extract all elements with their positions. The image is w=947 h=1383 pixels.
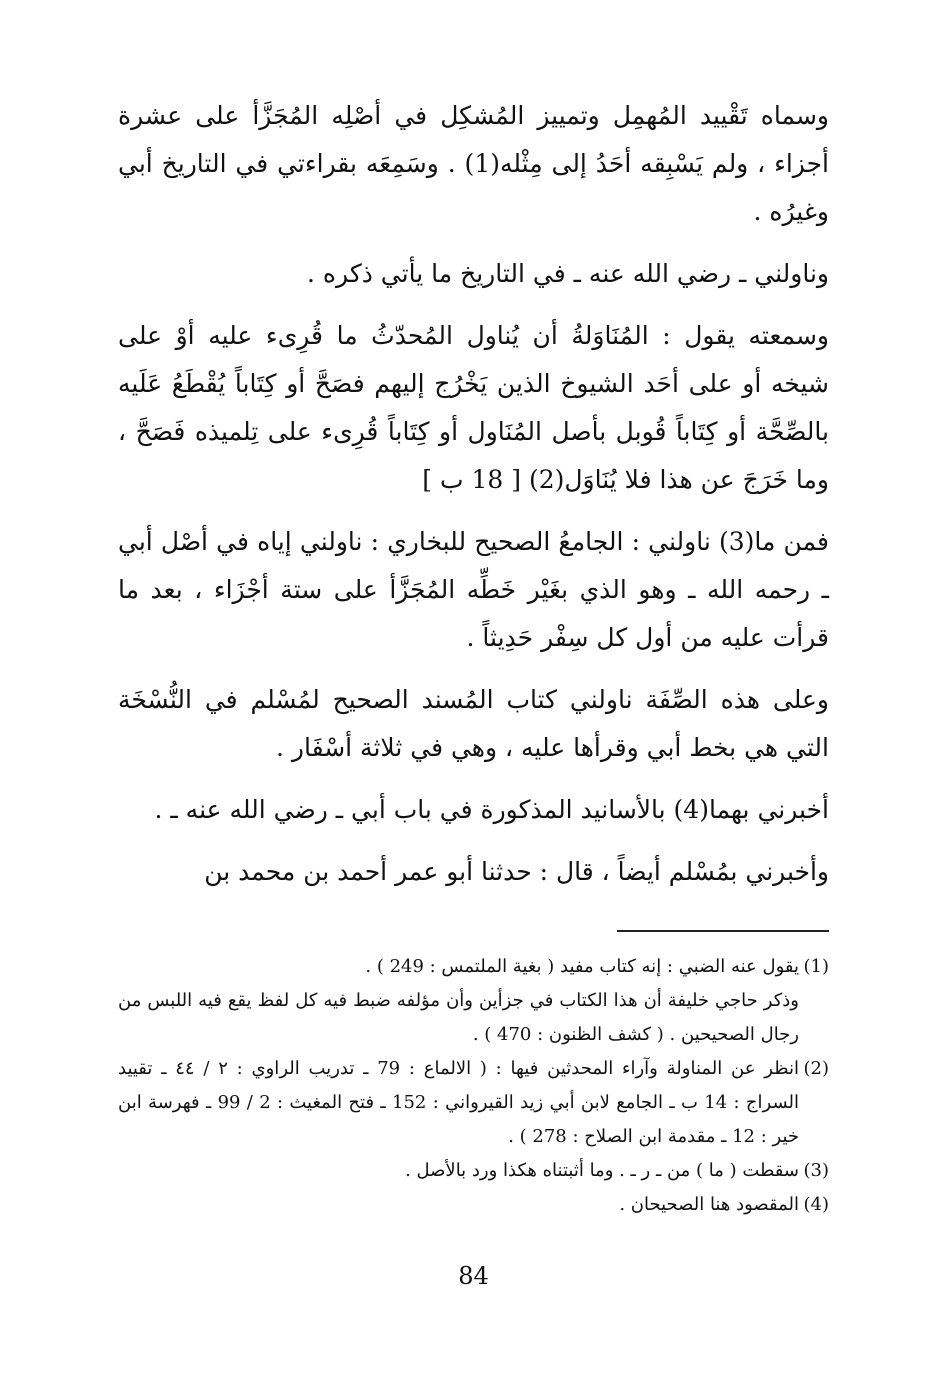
footnote-text: سقطت ( ما ) من ـ ر ـ . وما أثبتناه هكذا ورد بالأصل . [405,1160,799,1181]
paragraph-7: وأخبرني بمُسْلم أيضاً ، قال : حدثنا أبو عمر أحمد بن محمد بن [204,857,829,886]
footnote-number: (4) [803,1194,829,1215]
paragraph-1: وسماه تَقْييد المُهمِل وتمييز المُشكِل في أصْلِه المُجَزَّأ على عشرة أجزاء ، ولم يَسْبِقه أحَدُ إلى مِثْله(1) . وسَمِعَه بقراءتي في التاريخ أبي وغيرُه . [118,101,830,226]
footnote-text: المقصود هنا الصحيحان . [619,1194,799,1215]
footnote-4 [118,1188,829,1222]
footnote-1 [118,950,829,984]
page-number: 84 [458,1262,489,1290]
footnote-number: (1) [803,956,829,977]
footnote-separator [617,930,829,932]
footnote-number: (3) [803,1160,829,1181]
paragraph-4: فمن ما(3) ناولني : الجامعُ الصحيح للبخاري : ناولني إياه في أصْل أبي ـ رحمه الله ـ وهو الذي بغَيْر خَطِّه المُجَزَّأ على ستة أجْزَاء ، بعد ما قرأت عليه من أول كل سِفْر حَدِيثاً . [118,527,829,652]
main-text [118,92,829,902]
footnote-3 [118,1154,829,1188]
paragraph-6: أخبرني بهما(4) بالأسانيد المذكورة في باب أبي ـ رضي الله عنه ـ . [154,795,829,824]
footnote-number: (2) [803,1058,829,1079]
paragraph-3: وسمعته يقول : المُنَاوَلةُ أن يُناول المُحدّثُ ما قُرِىء عليه أوْ على شيخه أو على أحَد الشيوخ الذين يَخْرُج إليهم فصَحَّ أو كِتَاباً يُقْطَعُ عَلَيه بالصِّحَّة أو كِتَاباً قُوبل بأصل المُنَاول أو كِتَاباً قُرِىء على تِلميذه فَصَحَّ ، وما خَرَجَ عن هذا فلا يُنَاوَل(2) [ 18 ب ] [118,321,829,494]
footnote-text: يقول عنه الضبي : إنه كتاب مفيد ( بغية الملتمس : 249 ) . [365,956,799,977]
footnotes [118,950,829,1222]
paragraph-2: وناولني ـ رضي الله عنه ـ في التاريخ ما يأتي ذكره . [307,259,829,288]
footnote-1-continuation: وذكر حاجي خليفة أن هذا الكتاب في جزأين وأن مؤلفه ضبط فيه كل لفظ يقع فيه اللبس من رجال الصحيحين . ( كشف الظنون : 470 ) . [118,990,799,1045]
footnote-text: انظر عن المناولة وآراء المحدثين فيها : ( الالماع : 79 ـ تدريب الراوي : ٢ / ٤٤ ـ تقييد السراج : 14 ب ـ الجامع لابن أبي زيد القيرواني : 152 ـ فتح المغيث : 2 / 99 ـ فهرسة ابن خير : 12 ـ مقدمة ابن الصلاح : 278 ) . [118,1058,799,1147]
paragraph-5: وعلى هذه الصِّفَة ناولني كتاب المُسند الصحيح لمُسْلم في النُّسْخَة التي هي بخط أبي وقرأها عليه ، وهي في ثلاثة أسْفَار . [118,685,829,762]
footnote-2 [118,1052,829,1154]
